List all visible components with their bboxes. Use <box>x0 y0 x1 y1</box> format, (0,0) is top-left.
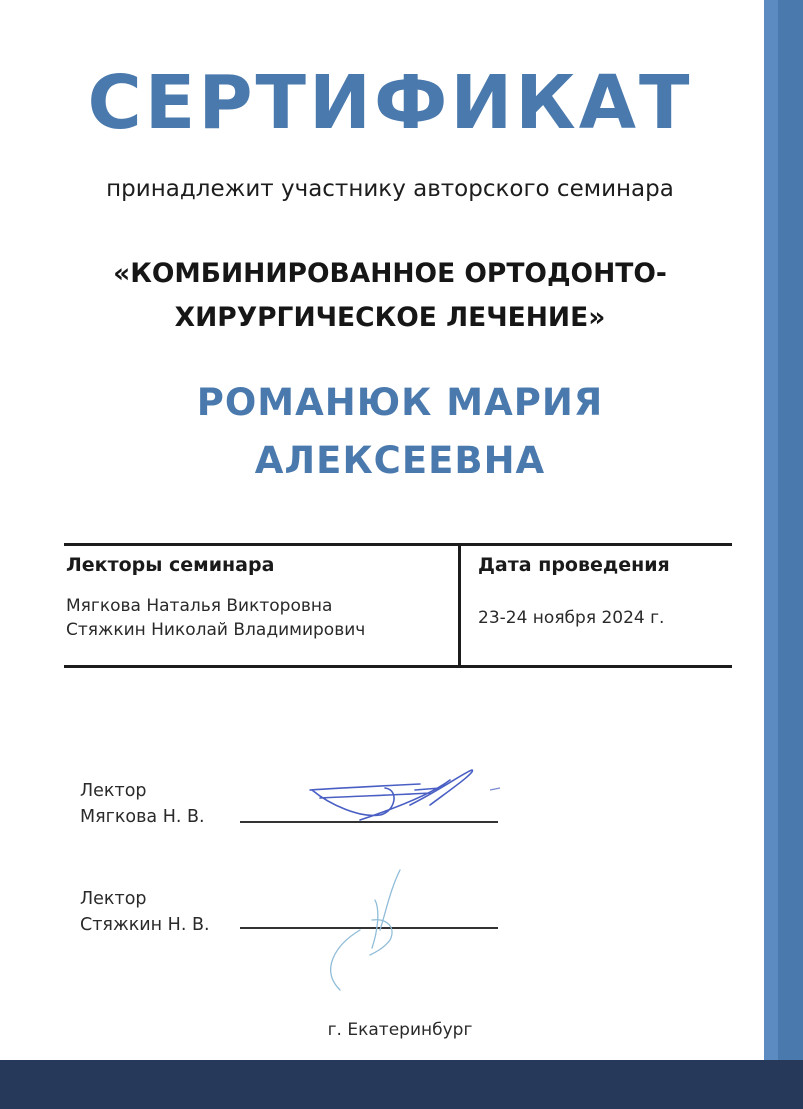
seminar-title <box>20 252 760 340</box>
details-column-divider <box>458 544 461 668</box>
recipient-name-line-2: АЛЕКСЕЕВНА <box>254 439 546 482</box>
signature-2-image <box>300 860 430 1010</box>
details-top-rule <box>64 543 732 546</box>
right-border-highlight <box>764 0 778 1109</box>
date-value: 23-24 ноября 2024 г. <box>478 608 665 628</box>
seminar-title-line-1: «КОМБИНИРОВАННОЕ ОРТОДОНТО- <box>113 258 667 289</box>
signature-label-2 <box>80 886 210 938</box>
signature-label-1 <box>80 778 205 830</box>
signature-role: Лектор <box>80 781 147 801</box>
details-bottom-rule <box>64 665 732 668</box>
seminar-title-line-2: ХИРУРГИЧЕСКОЕ ЛЕЧЕНИЕ» <box>174 302 606 333</box>
certificate-title: СЕРТИФИКАТ <box>87 60 693 146</box>
lecturer-name: Стяжкин Николай Владимирович <box>66 620 366 640</box>
lecturers-heading: Лекторы семинара <box>66 554 275 576</box>
signature-role: Лектор <box>80 889 147 909</box>
city-label: г. Екатеринбург <box>327 1020 473 1040</box>
signature-1-image <box>300 760 520 840</box>
date-heading: Дата проведения <box>478 554 670 576</box>
signature-name: Мягкова Н. В. <box>80 807 205 827</box>
lecturer-name: Мягкова Наталья Викторовна <box>66 596 333 616</box>
bottom-border-bar <box>0 1060 803 1109</box>
signature-name: Стяжкин Н. В. <box>80 915 210 935</box>
recipient-name <box>30 374 770 490</box>
lecturers-list <box>66 594 365 642</box>
recipient-name-line-1: РОМАНЮК МАРИЯ <box>196 381 604 424</box>
certificate-subtitle: принадлежит участнику авторского семинара <box>106 176 674 202</box>
